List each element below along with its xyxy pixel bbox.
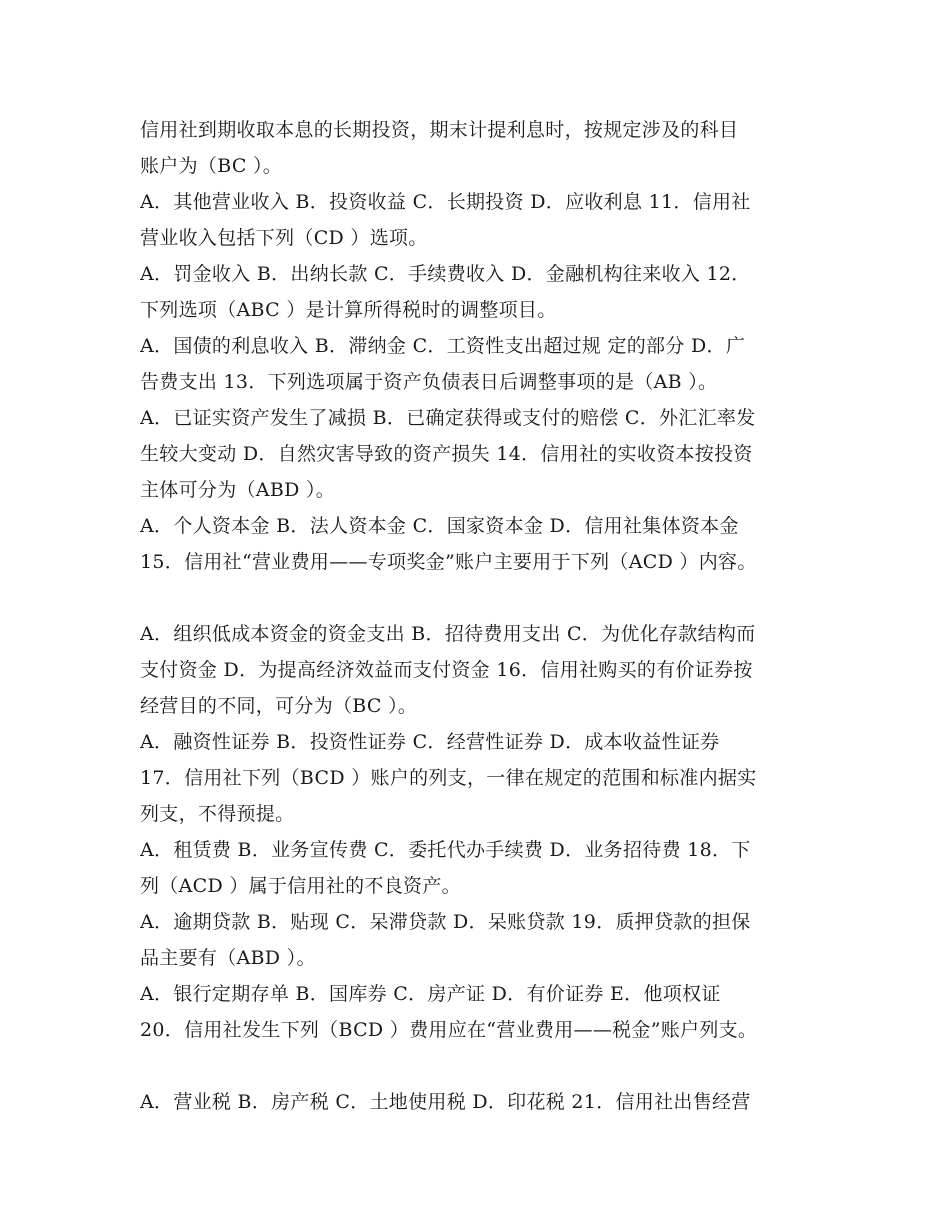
text-line: 15．信用社“营业费用——专项奖金”账户主要用于下列（ACD ）内容。: [140, 551, 757, 573]
text-line: A．国债的利息收入 B．滞纳金 C．工资性支出超过规 定的部分 D．广: [140, 335, 746, 357]
text-line: 告费支出 13．下列选项属于资产负债表日后调整事项的是（AB ）。: [140, 371, 718, 393]
text-line: 20．信用社发生下列（BCD ）费用应在“营业费用——税金”账户列支。: [140, 1019, 758, 1041]
text-line: A．融资性证券 B．投资性证券 C．经营性证券 D．成本收益性证券: [140, 731, 720, 753]
text-line: A．已证实资产发生了减损 B．已确定获得或支付的赔偿 C．外汇汇率发: [140, 407, 756, 429]
text-line: 列支，不得预提。: [140, 803, 295, 825]
text-line: A．组织低成本资金的资金支出 B．招待费用支出 C．为优化存款结构而: [140, 623, 756, 645]
text-line: 品主要有（ABD ）。: [140, 947, 316, 969]
text-line: 列（ACD ）属于信用社的不良资产。: [140, 875, 461, 897]
text-line: A．个人资本金 B．法人资本金 C．国家资本金 D．信用社集体资本金: [140, 515, 739, 537]
text-line: 信用社到期收取本息的长期投资，期末计提利息时，按规定涉及的科目: [140, 119, 739, 141]
blank-line: [140, 580, 830, 616]
blank-line: [140, 1048, 830, 1084]
text-line: 营业收入包括下列（CD ）选项。: [140, 227, 428, 249]
text-line: A．逾期贷款 B．贴现 C．呆滞贷款 D．呆账贷款 19．质押贷款的担保: [140, 911, 751, 933]
text-line: 下列选项（ABC ）是计算所得税时的调整项目。: [140, 299, 557, 321]
text-line: A．其他营业收入 B．投资收益 C．长期投资 D．应收利息 11．信用社: [140, 191, 751, 213]
text-line: 主体可分为（ABD ）。: [140, 479, 336, 501]
text-line: A．银行定期存单 B．国库券 C．房产证 D．有价证券 E．他项权证: [140, 983, 721, 1005]
text-line: A．营业税 B．房产税 C．土地使用税 D．印花税 21．信用社出售经营: [140, 1091, 751, 1113]
document-body: [140, 112, 830, 1120]
text-line: 支付资金 D．为提高经济效益而支付资金 16．信用社购买的有价证券按: [140, 659, 753, 681]
text-line: A．租赁费 B．业务宣传费 C．委托代办手续费 D．业务招待费 18．下: [140, 839, 751, 861]
text-line: 17．信用社下列（BCD ）账户的列支，一律在规定的范围和标准内据实: [140, 767, 757, 789]
text-line: A．罚金收入 B．出纳长款 C．手续费收入 D．金融机构往来收入 12．: [140, 263, 751, 285]
text-line: 经营目的不同，可分为（BC ）。: [140, 695, 418, 717]
text-line: 账户为（BC ）。: [140, 155, 283, 177]
text-line: 生较大变动 D．自然灾害导致的资产损失 14．信用社的实收资本按投资: [140, 443, 753, 465]
